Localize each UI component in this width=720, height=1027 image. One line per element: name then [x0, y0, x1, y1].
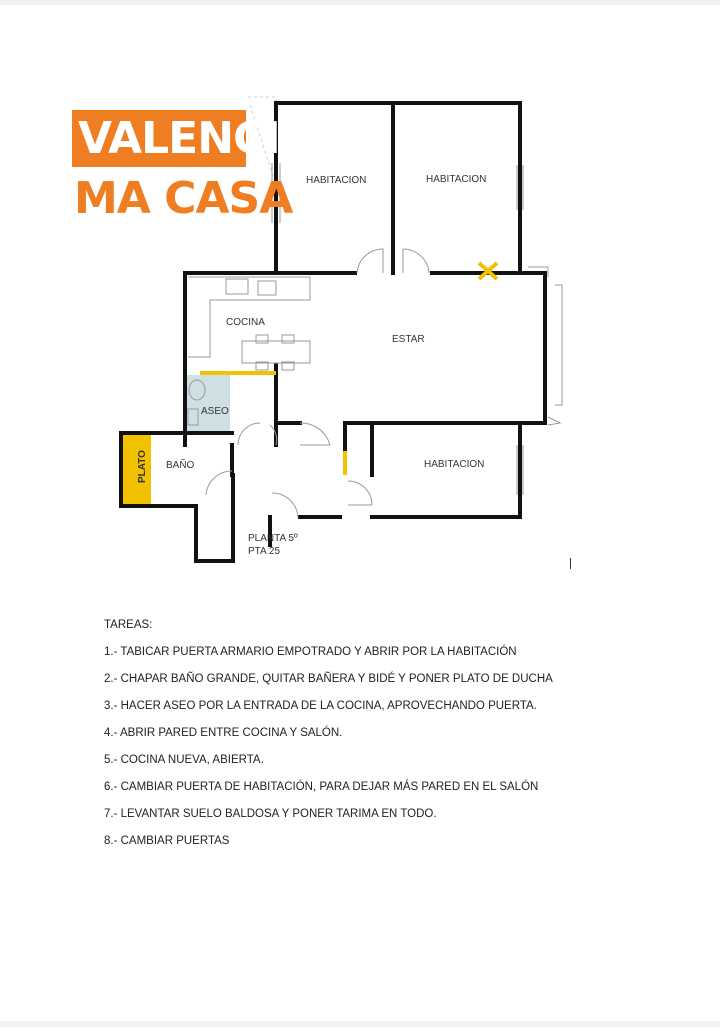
task-item: 2.- CHAPAR BAÑO GRANDE, QUITAR BAÑERA Y BIDÉ Y PONER PLATO DE DUCHA [104, 673, 553, 685]
floor-label: PLANTA 5º [248, 533, 298, 544]
highlight-marks [200, 263, 497, 475]
task-item: 8.- CAMBIAR PUERTAS [104, 835, 230, 847]
logo-line-1: VALENCIA [72, 110, 246, 167]
task-list-title: TAREAS: [104, 619, 153, 631]
text-cursor [570, 558, 571, 569]
task-item: 3.- HACER ASEO POR LA ENTRADA DE LA COCINA, APROVECHANDO PUERTA. [104, 700, 537, 712]
room-label-bathroom: BAÑO [166, 460, 195, 471]
document-page [0, 5, 720, 1021]
room-label-kitchen: COCINA [226, 317, 265, 328]
room-label-bedroom-2: HABITACION [426, 174, 487, 185]
room-label-shower-tray: PLATO [137, 450, 148, 483]
task-item: 7.- LEVANTAR SUELO BALDOSA Y PONER TARIMA EN TODO. [104, 808, 437, 820]
task-list [104, 619, 664, 853]
room-label-bedroom-1: HABITACION [306, 175, 367, 186]
floor-plan [0, 5, 720, 605]
task-item: 5.- COCINA NUEVA, ABIERTA. [104, 754, 264, 766]
task-item: 1.- TABICAR PUERTA ARMARIO EMPOTRADO Y ABRIR POR LA HABITACIÓN [104, 646, 517, 658]
room-label-living: ESTAR [392, 334, 425, 345]
logo-line-2: MA CASA [74, 173, 293, 224]
task-item: 4.- ABRIR PARED ENTRE COCINA Y SALÓN. [104, 727, 343, 739]
room-label-toilet: ASEO [201, 406, 229, 417]
task-item: 6.- CAMBIAR PUERTA DE HABITACIÓN, PARA DEJAR MÁS PARED EN EL SALÓN [104, 781, 539, 793]
aseo-floor [185, 375, 230, 433]
door-label: PTA 25 [248, 546, 281, 557]
room-label-bedroom-3: HABITACION [424, 459, 485, 470]
